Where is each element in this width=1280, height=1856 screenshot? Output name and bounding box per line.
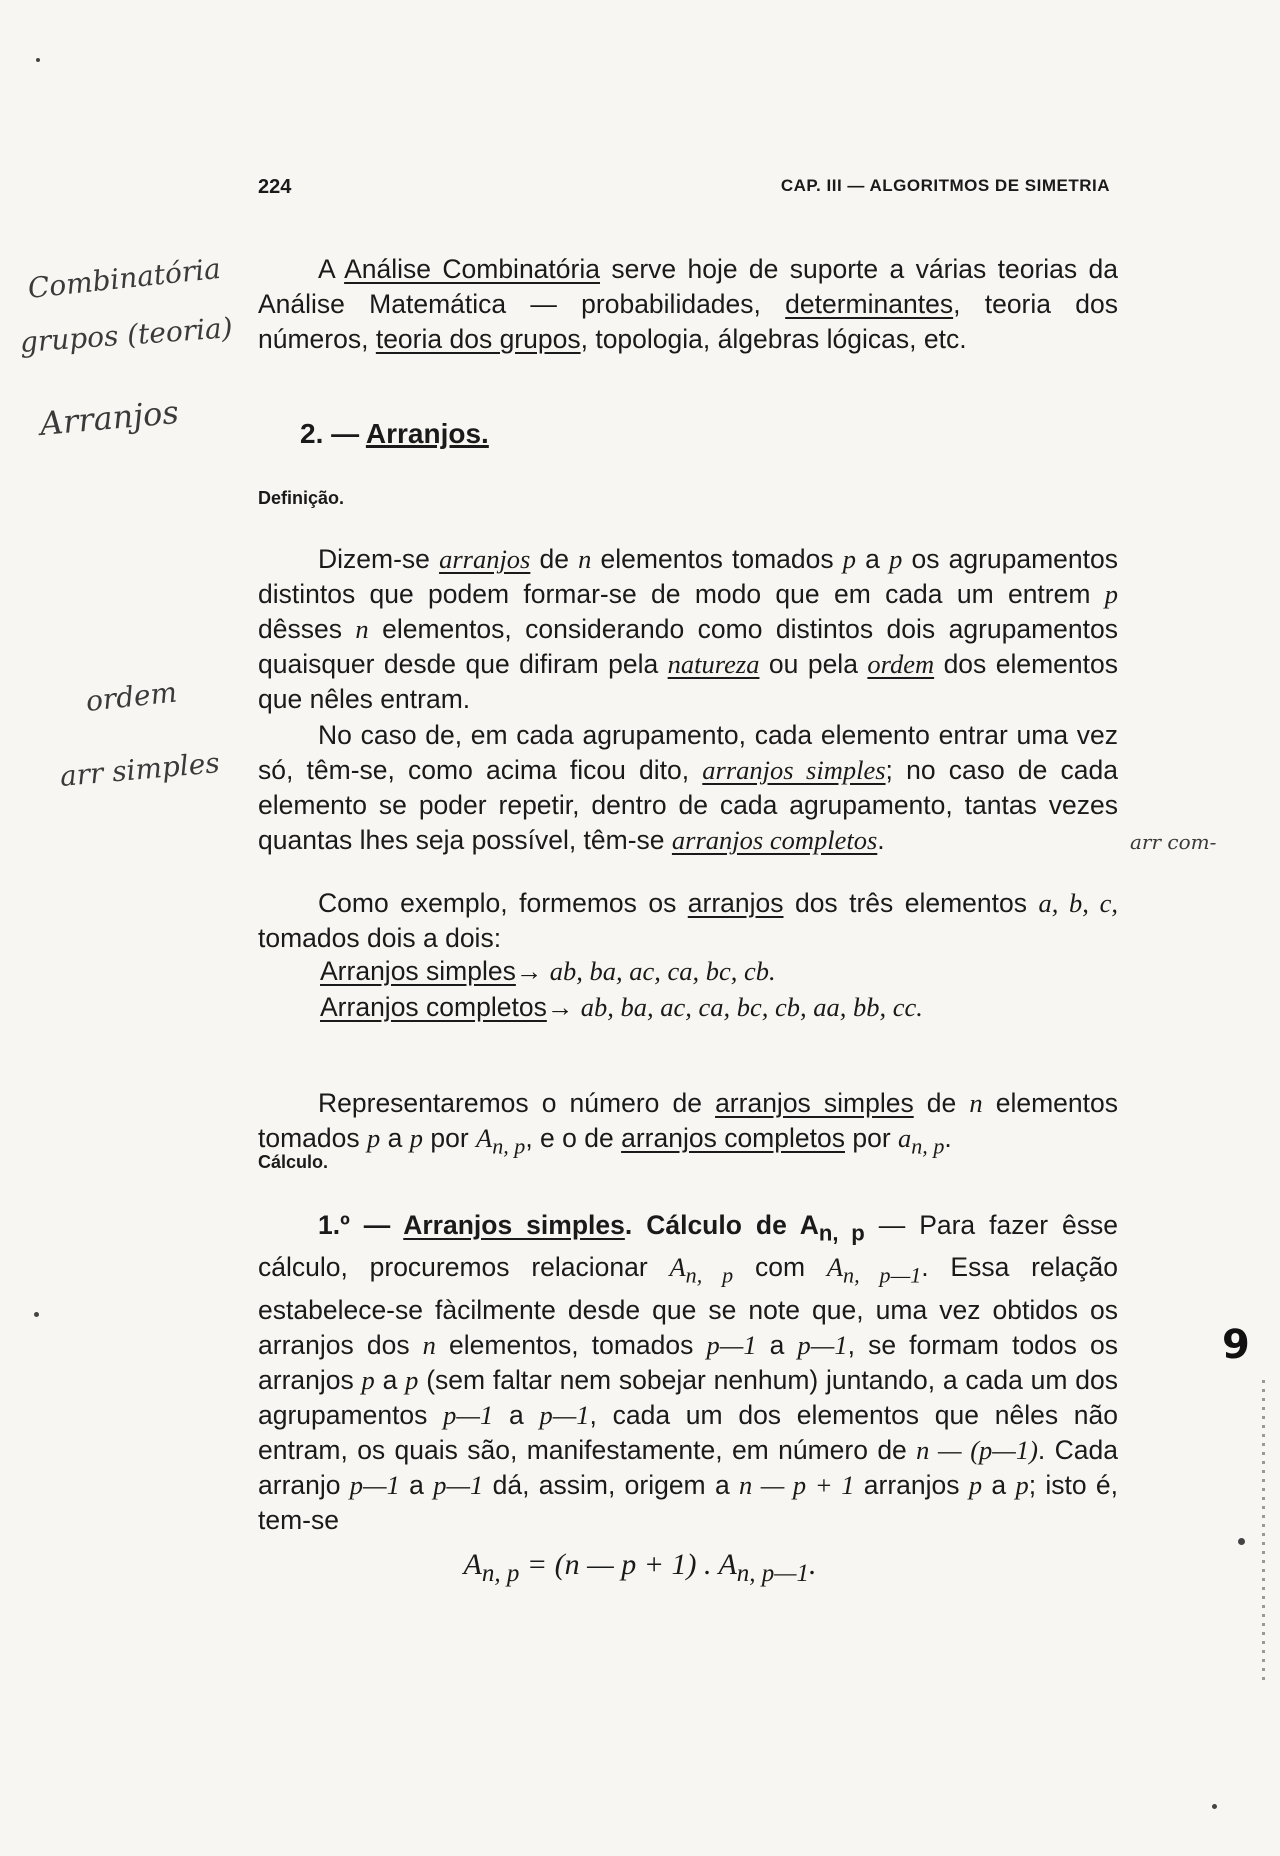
calculation-paragraph: 1.º — Arranjos simples. Cálculo de $A_{n, p}$ — Para fazer êsse cálculo, procuremos relacionar $A_{n, p}$ com $A_{n, p—1}$. Essa relação estabelece-se fàcilmente desde que se note que, uma vez obtidos os arranjos dos n elementos, tomados p—1 a p—1, se formam todos os arranjos p a p (sem faltar nem sobejar nenhum) juntando, a cada um dos agrupamentos p—1 a p—1, cada um dos elementos que nêles não entram, os quais são, manifestamente, em número de n — (p—1). Cada arranjo p—1 a p—1 dá, assim, origem a n — p + 1 arranjos p a p; isto é, tem-se	[258, 1210, 1119, 1535]
representation-paragraph: Representaremos o número de arranjos simples de n elementos tomados p a p por $A_{n, p}$, e o de arranjos completos por $a_{n, p}$.	[258, 1088, 1118, 1159]
margin-note-combinatoria: Combinatória	[26, 251, 223, 305]
page-edge-noise	[1262, 1380, 1265, 1680]
section-title: 2. — Arranjos.	[300, 418, 489, 449]
margin-note-grupos: grupos (teoria)	[18, 311, 234, 359]
running-head: CAP. III — ALGORITMOS DE SIMETRIA	[780, 176, 1110, 195]
speck	[1212, 1804, 1217, 1809]
intro-paragraph: A Análise Combinatória serve hoje de suporte a várias teorias da Análise Matemática — probabilidades, determinantes, teoria dos números, teoria dos grupos, topologia, álgebras lógicas, etc.	[258, 254, 1118, 354]
simple-vs-complete-paragraph: No caso de, em cada agrupamento, cada elemento entrar uma vez só, têm-se, como acima ficou dito, arranjos simples; no caso de cada elemento se poder repetir, dentro de cada agrupamento, tantas vezes quantas lhes seja possível, têm-se arranjos completos.	[258, 720, 1118, 855]
definition-paragraph: Dizem-se arranjos de n elementos tomados p a p os agrupamentos distintos que podem formar-se de modo que em cada um entrem p dêsses n elementos, considerando como distintos dois agrupamentos quaisquer desde que difiram pela natureza ou pela ordem dos elementos que nêles entram.	[258, 544, 1119, 714]
margin-note-ordem: ordem	[84, 675, 179, 718]
calculation-heading: Cálculo.	[258, 1152, 329, 1172]
margin-note-arr-completos: arr com-	[1130, 830, 1217, 854]
speck	[1238, 1538, 1245, 1545]
example-simple-line: Arranjos simples→ ab, ba, ac, ca, bc, cb.	[320, 956, 776, 986]
speck	[36, 58, 40, 62]
example-intro: Como exemplo, formemos os arranjos dos três elementos a, b, c, tomados dois a dois:	[258, 888, 1118, 953]
page-number: 224	[258, 176, 292, 198]
margin-note-arr-simples: arr simples	[58, 746, 221, 793]
example-complete-line: Arranjos completos→ ab, ba, ac, ca, bc, cb, aa, bb, cc.	[320, 992, 923, 1022]
definition-heading: Definição.	[258, 488, 345, 508]
page-header	[258, 176, 1110, 208]
margin-note-arranjos: Arranjos	[38, 392, 181, 443]
margin-stamp-glyph: 9	[1222, 1322, 1250, 1368]
speck	[34, 1312, 39, 1317]
recurrence-formula: $A_{n, p} = (n$ — p + 1) . $A_{n, p—1}$.	[463, 1548, 817, 1587]
